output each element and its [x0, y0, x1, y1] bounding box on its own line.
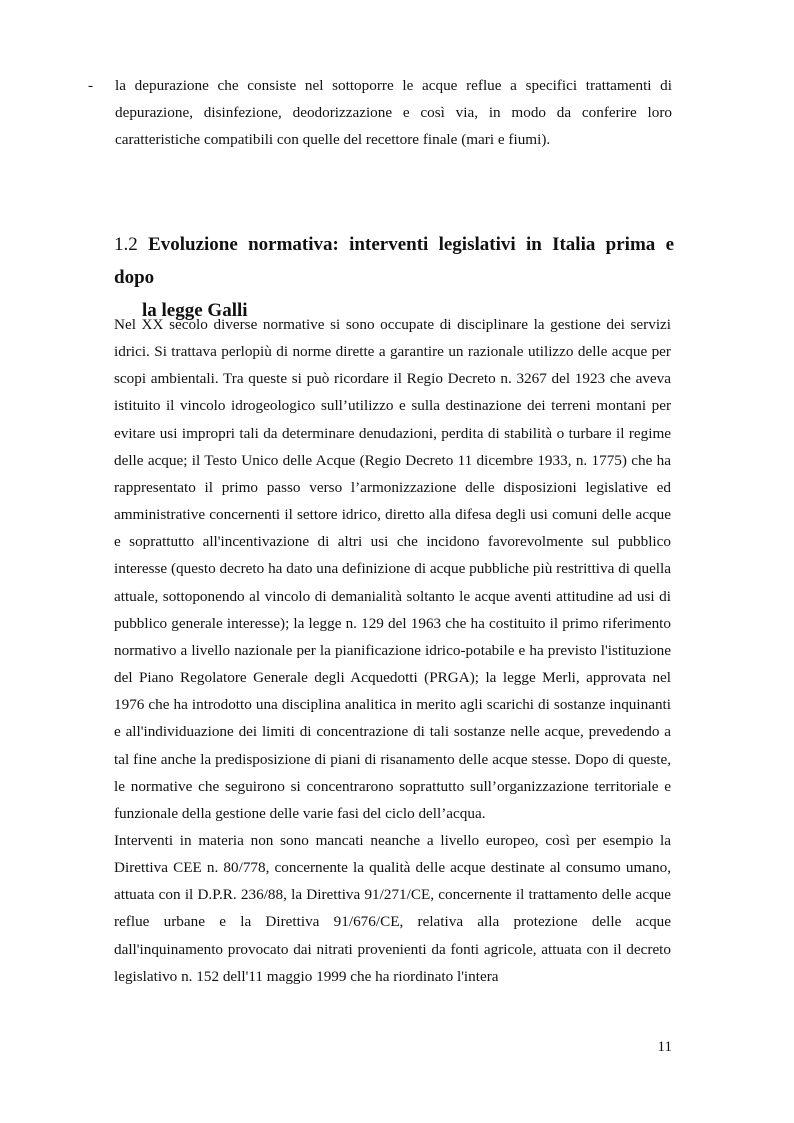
paragraph-1: Nel XX secolo diverse normative si sono occupate di disciplinare la gestione dei servizi idrici. Si trattava perlopiù di norme dirette a garantire un razionale utilizzo delle acque per scopi ambientali. Tra queste si può ricordare il Regio Decreto n. 3267 del 1923 che aveva istituito il vincolo idrogeologico sull’utilizzo e sulla destinazione dei terreni montani per evitare usi impropri tali da determinare denudazioni, perdita di stabilità o turbare il regime delle acque; il Testo Unico delle Acque (Regio Decreto 11 dicembre 1933, n. 1775) che ha rappresentato il primo passo verso l’armonizzazione delle disposizioni legislative ed amministrative concernenti il settore idrico, diretto alla difesa degli usi comuni delle acque e soprattutto all'incentivazione di altri usi che incidono favorevolmente sul pubblico interesse (questo decreto ha dato una definizione di acque pubbliche più restrittiva di quella attuale, sottoponendo al vincolo di demanialità soltanto le acque aventi attitudine ad usi di pubblico generale interesse); la legge n. 129 del 1963 che ha costituito il primo riferimento normativo a livello nazionale per la pianificazione idrico-potabile e ha previsto l'istituzione del Piano Regolatore Generale degli Acquedotti (PRGA); la legge Merli, approvata nel 1976 che ha introdotto una disciplina analitica in merito agli scarichi di sostanze inquinanti e all'individuazione dei limiti di concentrazione di tali sostanze nelle acque, prevedendo a tal fine anche la predisposizione di piani di risanamento delle acque stesse. Dopo di queste, le normative che seguirono si concentrarono soprattutto sull’organizzazione territoriale e funzionale della gestione delle varie fasi del ciclo dell’acqua.	[114, 316, 671, 822]
section-title-line2: la legge Galli	[142, 300, 248, 321]
paragraph-2: Interventi in materia non sono mancati neanche a livello europeo, così per esempio la Direttiva CEE n. 80/778, concernente la qualità delle acque destinate al consumo umano, attuata con il D.P.R. 236/88, la Direttiva 91/271/CE, concernente il trattamento delle acque reflue urbane e la Direttiva 91/676/CE, relativa alla protezione delle acque dall'inquinamento provocato dai nitrati provenienti da fonti agricole, attuata con il decreto legislativo n. 152 dell'11 maggio 1999 che ha riordinato l'intera	[114, 831, 671, 985]
bullet-list-item	[88, 72, 672, 154]
bullet-text: la depurazione che consiste nel sottoporre le acque reflue a specifici trattamenti di depurazione, disinfezione, deodorizzazione e così via, in modo da conferire loro caratteristiche compatibili con quelle del recettore finale (mari e fiumi).	[115, 77, 672, 149]
bullet-marker: -	[88, 77, 94, 94]
section-number: 1.2	[114, 234, 138, 255]
section-title-line1: Evoluzione normativa: interventi legislativi in Italia prima e dopo	[114, 234, 675, 288]
body-text	[114, 311, 671, 990]
page-number: 11	[657, 1039, 672, 1055]
